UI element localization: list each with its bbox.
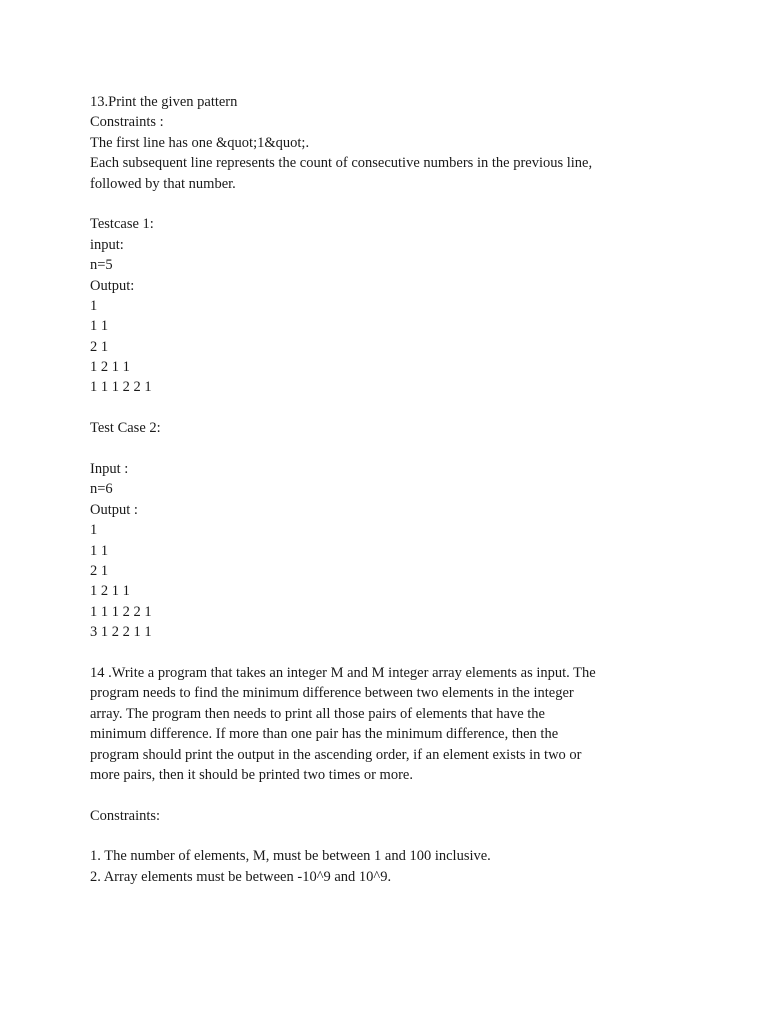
output-line: 1: [90, 522, 98, 539]
constraints-heading: Constraints:: [90, 807, 161, 824]
input-label: input:: [90, 236, 124, 253]
constraint-item: 1. The number of elements, M, must be between 1 and 100 inclusive.: [90, 848, 491, 865]
constraint-text: Each subsequent line represents the count of consecutive numbers in the previous line,: [90, 155, 593, 172]
spacer: [90, 194, 710, 214]
output-line: 1: [90, 297, 98, 314]
problem-14-text: array. The program then needs to print all those pairs of elements that have the: [90, 705, 545, 722]
problem-14-text: minimum difference. If more than one pair has the minimum difference, then the: [90, 726, 559, 743]
problem-14-text: program should print the output in the ascending order, if an element exists in two or: [90, 746, 582, 763]
spacer: [90, 439, 710, 459]
output-line: 3 1 2 2 1 1: [90, 624, 152, 641]
input-value: n=6: [90, 481, 113, 498]
spacer: [90, 826, 710, 846]
output-line: 1 1 1 2 2 1: [90, 603, 152, 620]
spacer: [90, 785, 710, 805]
output-line: 1 2 1 1: [90, 583, 130, 600]
constraint-item: 2. Array elements must be between -10^9 and 10^9.: [90, 868, 392, 885]
output-label: Output:: [90, 277, 135, 294]
testcase-1-heading: Testcase 1:: [90, 216, 154, 233]
testcase-2-heading: Test Case 2:: [90, 420, 161, 437]
output-line: 1 1: [90, 542, 109, 559]
input-value: n=5: [90, 257, 113, 274]
problem-14-text: more pairs, then it should be printed two times or more.: [90, 766, 413, 783]
output-label: Output :: [90, 501, 138, 518]
input-label: Input :: [90, 461, 129, 478]
output-line: 1 1: [90, 318, 109, 335]
spacer: [90, 643, 710, 663]
output-line: 2 1: [90, 338, 109, 355]
output-line: 1 2 1 1: [90, 359, 130, 376]
problem-14-text: program needs to find the minimum difference between two elements in the integer: [90, 685, 574, 702]
spacer: [90, 398, 710, 418]
problem-13-title: 13.Print the given pattern: [90, 94, 238, 110]
document-page: [90, 92, 710, 887]
problem-14-text: 14 .Write a program that takes an integer M and M integer array elements as input. The: [90, 664, 596, 681]
output-line: 2 1: [90, 562, 109, 579]
output-line: 1 1 1 2 2 1: [90, 379, 152, 396]
constraints-heading: Constraints :: [90, 114, 164, 131]
constraint-text: The first line has one &quot;1&quot;.: [90, 134, 310, 151]
constraint-text: followed by that number.: [90, 175, 236, 192]
